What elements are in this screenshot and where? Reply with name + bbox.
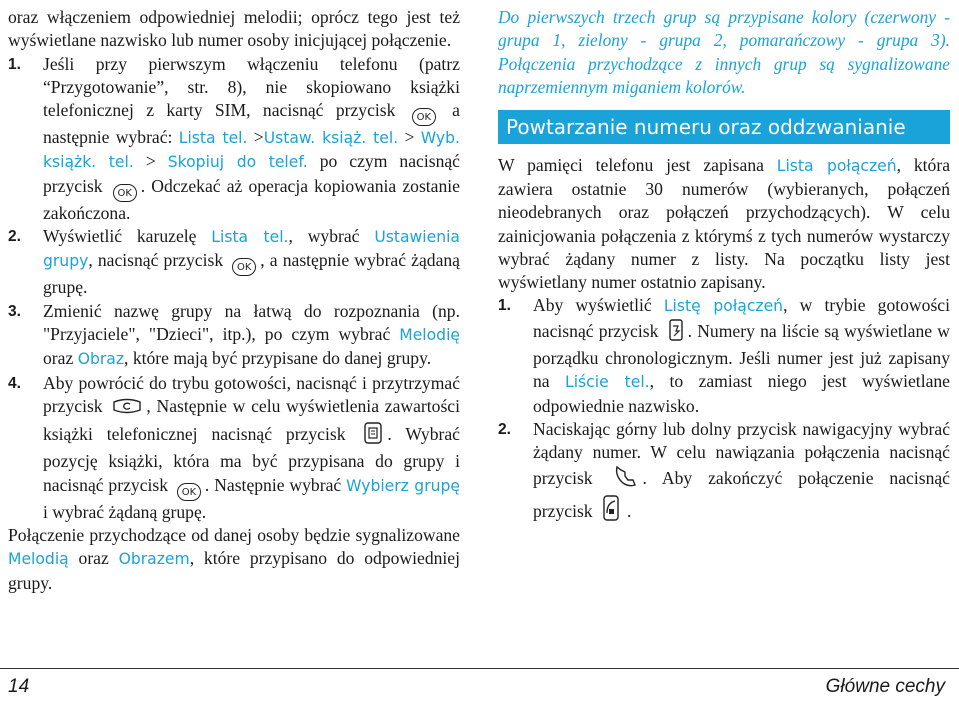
menu-ref: Listę połączeń	[663, 297, 784, 316]
menu-ref: Wybierz grupę	[346, 476, 460, 495]
list-item	[8, 225, 460, 300]
item-text: . Aby zakończyć połączenie nacisnąć przycisk	[533, 468, 950, 521]
item-text: Aby powrócić do trybu gotowości, nacisnąć i przytrzymać przycisk	[43, 372, 460, 416]
callist-key-icon	[668, 319, 684, 347]
menu-ref: Lista tel.	[178, 129, 248, 148]
paragraph-text: , która zawiera ostatnie 30 numerów (wybieranych, połączeń nieodebranych oraz połączeń przychodzących). W celu zainicjowania połączenia z którymś z tych numerów wystarczy wybrać żądany numer z listy. Na początku listy jest wyświetlany numer ostatnio zapisany.	[498, 154, 951, 293]
item-number: 2.	[498, 420, 511, 438]
item-text: , a następnie wybrać żądaną grupę.	[43, 250, 460, 298]
outro-paragraph	[8, 524, 460, 595]
menu-ref: Melodią	[8, 550, 69, 569]
separator: >	[398, 127, 421, 148]
intro-paragraph: oraz włączeniem odpowiedniej melodii; oprócz tego jest też wyświetlane nazwisko lub numer osoby inicjującej połączenie.	[8, 7, 460, 51]
menu-ref: Wyb. książk. tel.	[43, 129, 460, 172]
phonebook-key-icon	[363, 422, 383, 450]
right-column	[498, 6, 950, 527]
item-text: , to zamiast niego jest wyświetlane odpowiednie nazwisko.	[533, 371, 950, 416]
item-text: i wybrać żądaną grupę.	[43, 501, 207, 522]
ok-key-icon: OK	[412, 108, 436, 126]
call-key-icon	[613, 464, 639, 494]
item-text: a następnie wybrać:	[43, 100, 460, 148]
item-text: , wybrać	[288, 226, 375, 247]
item-text: Wyświetlić karuzelę	[43, 226, 212, 247]
outro-text: oraz	[68, 548, 119, 569]
item-text: . Wybrać pozycję książki, która ma być przypisana do grupy i nacisnąć przycisk	[43, 424, 460, 495]
running-head: Główne cechy	[825, 676, 945, 697]
outro-text: , które przypisano do odpowiedniej grupy.	[8, 548, 460, 593]
outro-text: Połączenie przychodzące od danej osoby będzie sygnalizowane	[8, 525, 460, 546]
item-text: Jeśli przy pierwszym włączeniu telefonu (patrz “Przygotowanie”, str. 8), nie skopiowano książki telefonicznej z karty SIM, nacisnąć przycisk	[43, 53, 460, 121]
item-text: , Następnie w celu wyświetlenia zawartości książki telefonicznej nacisnąć przycisk	[43, 395, 460, 445]
footer-rule	[0, 668, 959, 669]
item-text: , nacisnąć przycisk	[88, 250, 224, 271]
list-item	[8, 300, 460, 372]
hangup-key-icon	[601, 495, 623, 527]
item-text: oraz	[43, 348, 78, 369]
c-key-icon	[112, 398, 142, 422]
menu-ref: Lista tel.	[211, 228, 289, 247]
item-text: Naciskając górny lub dolny przycisk nawigacyjny wybrać żądany numer. W celu nawiązania połączenia nacisnąć przycisk	[533, 418, 950, 489]
page-number: 14	[8, 676, 30, 697]
section-heading: Powtarzanie numeru oraz oddzwanianie	[498, 110, 950, 144]
list-item	[498, 294, 950, 417]
item-number: 4.	[8, 374, 21, 392]
ok-key-icon: OK	[113, 184, 137, 202]
item-text: . Odczekać aż operacja kopiowania zostanie zakończona.	[43, 175, 460, 223]
separator: >	[247, 127, 264, 148]
ok-key-icon: OK	[232, 258, 256, 276]
color-note: Do pierwszych trzech grup są przypisane kolory (czerwony - grupa 1, zielony - grupa 2, pomarańczowy - grupa 3). Połączenia przychodzące z innych grup są sygnalizowane naprzemiennym miganiem kolorów.	[498, 7, 950, 98]
list-item	[8, 53, 460, 225]
item-text: . Następnie wybrać	[204, 474, 347, 495]
section-paragraph	[498, 154, 950, 295]
item-number: 1.	[498, 297, 511, 315]
item-text: Aby wyświetlić	[533, 295, 664, 316]
ok-key-icon: OK	[177, 483, 201, 501]
menu-ref: Ustaw. książ. tel.	[263, 129, 399, 148]
item-text: . Numery na liście są wyświetlane w porządku chronologicznym. Jeśli numer jest już zapisany na	[533, 320, 950, 392]
paragraph-text: W pamięci telefonu jest zapisana	[498, 154, 777, 175]
item-text: , które mają być przypisane do danej grupy.	[124, 348, 432, 369]
list-item	[498, 418, 950, 527]
menu-ref: Liście tel.	[565, 373, 650, 392]
menu-ref: Lista połączeń	[776, 156, 897, 175]
item-text: po czym nacisnąć przycisk	[43, 151, 460, 196]
menu-ref: Melodię	[399, 325, 460, 344]
list-item	[8, 372, 460, 524]
item-number: 1.	[8, 55, 21, 73]
menu-ref: Ustawienia grupy	[43, 228, 460, 271]
item-text: Zmienić nazwę grupy na łatwą do rozpoznania (np. "Przyjaciele", "Dzieci", itp.), po czym wybrać	[43, 300, 460, 344]
menu-ref: Obrazem	[118, 550, 190, 569]
separator: >	[133, 151, 168, 172]
menu-ref: Obraz	[77, 350, 125, 369]
menu-ref: Skopiuj do telef.	[167, 153, 308, 172]
item-text: , w trybie gotowości nacisnąć przycisk	[533, 295, 950, 341]
left-column	[8, 6, 460, 595]
item-text: .	[627, 500, 632, 521]
item-number: 2.	[8, 228, 21, 246]
item-number: 3.	[8, 302, 21, 320]
